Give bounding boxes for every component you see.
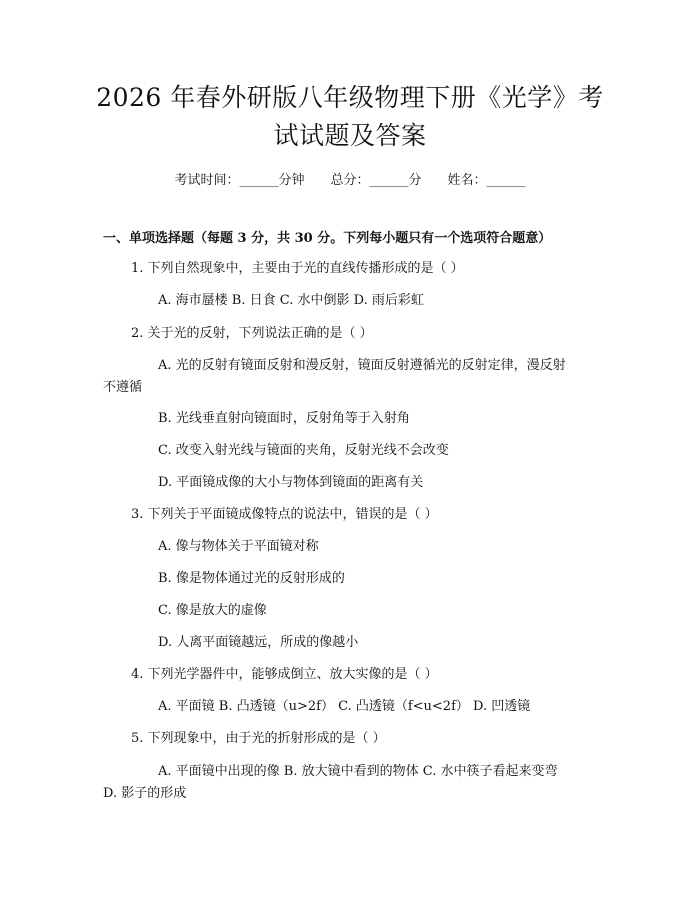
question-4-options: A. 平面镜 B. 凸透镜（u>2f） C. 凸透镜（f<u<2f） D. 凹透镜 [158,699,531,714]
section-heading: 一、单项选择题（每题 3 分，共 30 分。下列每小题只有一个选项符合题意） [103,231,552,246]
exam-meta-line: 考试时间：______分钟 总分：______分 姓名：______ [174,173,526,188]
question-3-option-d: D. 人离平面镜越远，所成的像越小 [158,635,359,650]
question-2-option-a: A. 光的反射有镜面反射和漫反射，镜面反射遵循光的反射定律，漫反射 [158,358,566,373]
question-2-option-a-cont: 不遵循 [103,380,143,395]
question-3-option-b: B. 像是物体通过光的反射形成的 [158,571,345,586]
question-1-stem: 1. 下列自然现象中，主要由于光的直线传播形成的是（ ） [131,261,464,276]
question-3-stem: 3. 下列关于平面镜成像特点的说法中，错误的是（ ） [131,507,438,522]
title-line-1: 2026 年春外研版八年级物理下册《光学》考 [96,83,604,112]
title-line-2: 试试题及答案 [273,121,427,150]
question-4-stem: 4. 下列光学器件中，能够成倒立、放大实像的是（ ） [131,667,438,682]
question-3-option-c: C. 像是放大的虚像 [158,603,267,618]
question-5-options: A. 平面镜中出现的像 B. 放大镜中看到的物体 C. 水中筷子看起来变弯 [158,764,558,779]
question-2-option-c: C. 改变入射光线与镜面的夹角，反射光线不会改变 [158,443,449,458]
document-title [90,79,610,155]
question-5-stem: 5. 下列现象中，由于光的折射形成的是（ ） [131,731,386,746]
question-1-options: A. 海市蜃楼 B. 日食 C. 水中倒影 D. 雨后彩虹 [158,293,424,308]
question-5-options-cont: D. 影子的形成 [103,786,187,801]
question-2-option-d: D. 平面镜成像的大小与物体到镜面的距离有关 [158,475,424,490]
question-2-option-b: B. 光线垂直射向镜面时，反射角等于入射角 [158,411,410,426]
question-2-stem: 2. 关于光的反射，下列说法正确的是（ ） [131,326,373,341]
question-3-option-a: A. 像与物体关于平面镜对称 [158,539,319,554]
